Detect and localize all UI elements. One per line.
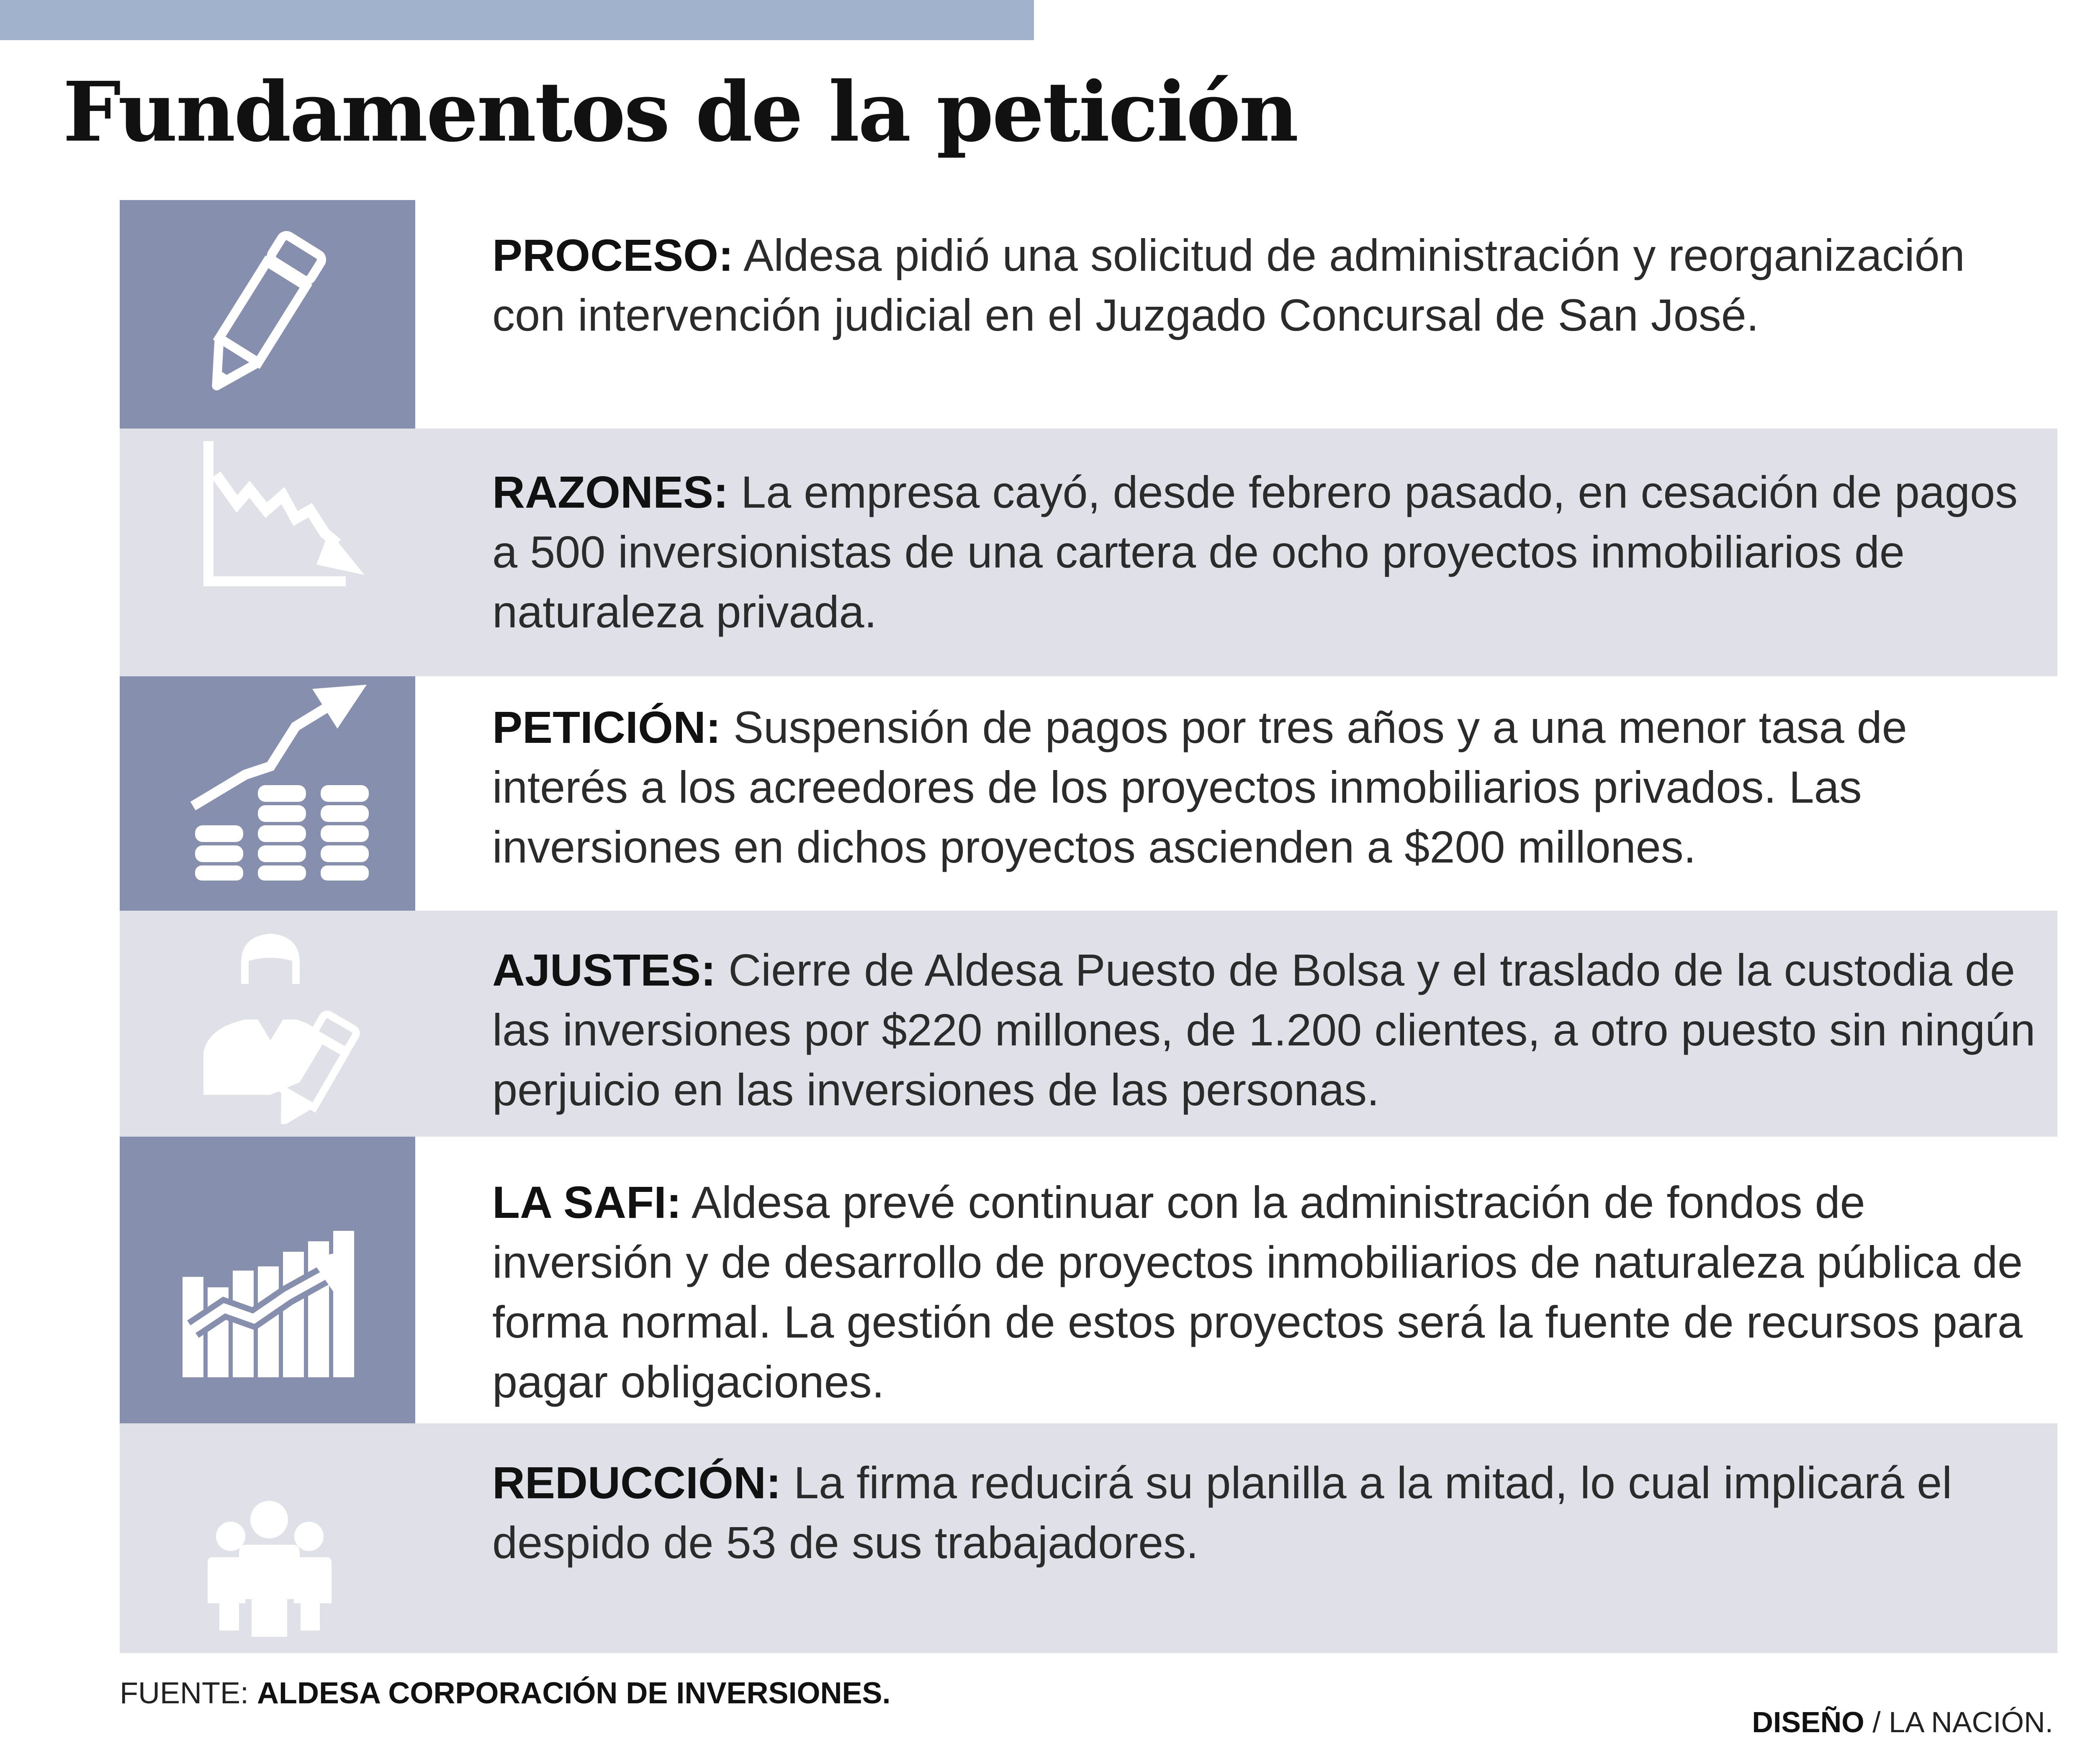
item-description: La firma reducirá su planilla a la mitad, lo cual implicará el despido de 53 de sus trabajadores. [492, 1457, 1952, 1568]
item-text [492, 940, 2045, 1120]
source-prefix: FUENTE: [120, 1677, 257, 1710]
source-name: ALDESA CORPORACIÓN DE INVERSIONES. [257, 1677, 891, 1710]
item-text [492, 462, 2045, 642]
item-text [492, 697, 2045, 877]
item-label: RAZONES: [492, 467, 728, 517]
coins-growth-icon [120, 680, 415, 881]
person-pencil-icon [120, 915, 415, 1124]
source-note [120, 1676, 891, 1710]
item-label: LA SAFI: [492, 1177, 681, 1227]
list-item-la-safi [120, 1137, 2057, 1423]
item-label: PETICIÓN: [492, 702, 721, 752]
item-description: La empresa cayó, desde febrero pasado, en cesación de pagos a 500 inversionistas de una cartera de ocho proyectos inmobiliarios de naturaleza privada. [492, 467, 2018, 637]
list-item-proceso [120, 200, 2057, 429]
item-label: AJUSTES: [492, 945, 716, 995]
item-text [492, 1172, 2045, 1412]
item-text [492, 225, 2045, 345]
item-text [492, 1453, 2045, 1572]
design-credit [1752, 1705, 2053, 1739]
credit-label: DISEÑO [1752, 1706, 1864, 1738]
declining-chart-icon [120, 437, 415, 604]
top-accent-bar [0, 0, 1034, 40]
item-description: Aldesa pidió una solicitud de administración y reorganización con intervención judicial en el Juzgado Concursal de San José. [492, 230, 1965, 340]
list-item-reduccion [120, 1423, 2057, 1653]
credit-outlet: / LA NACIÓN. [1864, 1706, 2053, 1738]
list-item-razones [120, 429, 2057, 676]
item-description: Suspensión de pagos por tres años y a una menor tasa de interés a los acreedores de los proyectos inmobiliarios privados. Las inversiones en dichos proyectos ascienden a $200 millones. [492, 702, 1907, 872]
list-item-peticion [120, 676, 2057, 911]
pencil-icon [120, 225, 415, 401]
list-item-ajustes [120, 911, 2057, 1137]
item-label: REDUCCIÓN: [492, 1457, 781, 1508]
item-description: Cierre de Aldesa Puesto de Bolsa y el traslado de la custodia de las inversiones por $220 millones, de 1.200 clientes, a otro puesto sin ningún perjuicio en las inversiones de las personas. [492, 945, 2036, 1115]
people-group-icon [120, 1494, 415, 1645]
item-description: Aldesa prevé continuar con la administración de fondos de inversión y de desarrollo de proyectos inmobiliarios de naturaleza pública de forma normal. La gestión de estos proyectos será la fuente de recursos para pagar obligaciones. [492, 1177, 2023, 1407]
item-label: PROCESO: [492, 230, 734, 280]
page-title: Fundamentos de la petición [63, 64, 1297, 160]
bar-chart-growth-icon [120, 1225, 415, 1400]
